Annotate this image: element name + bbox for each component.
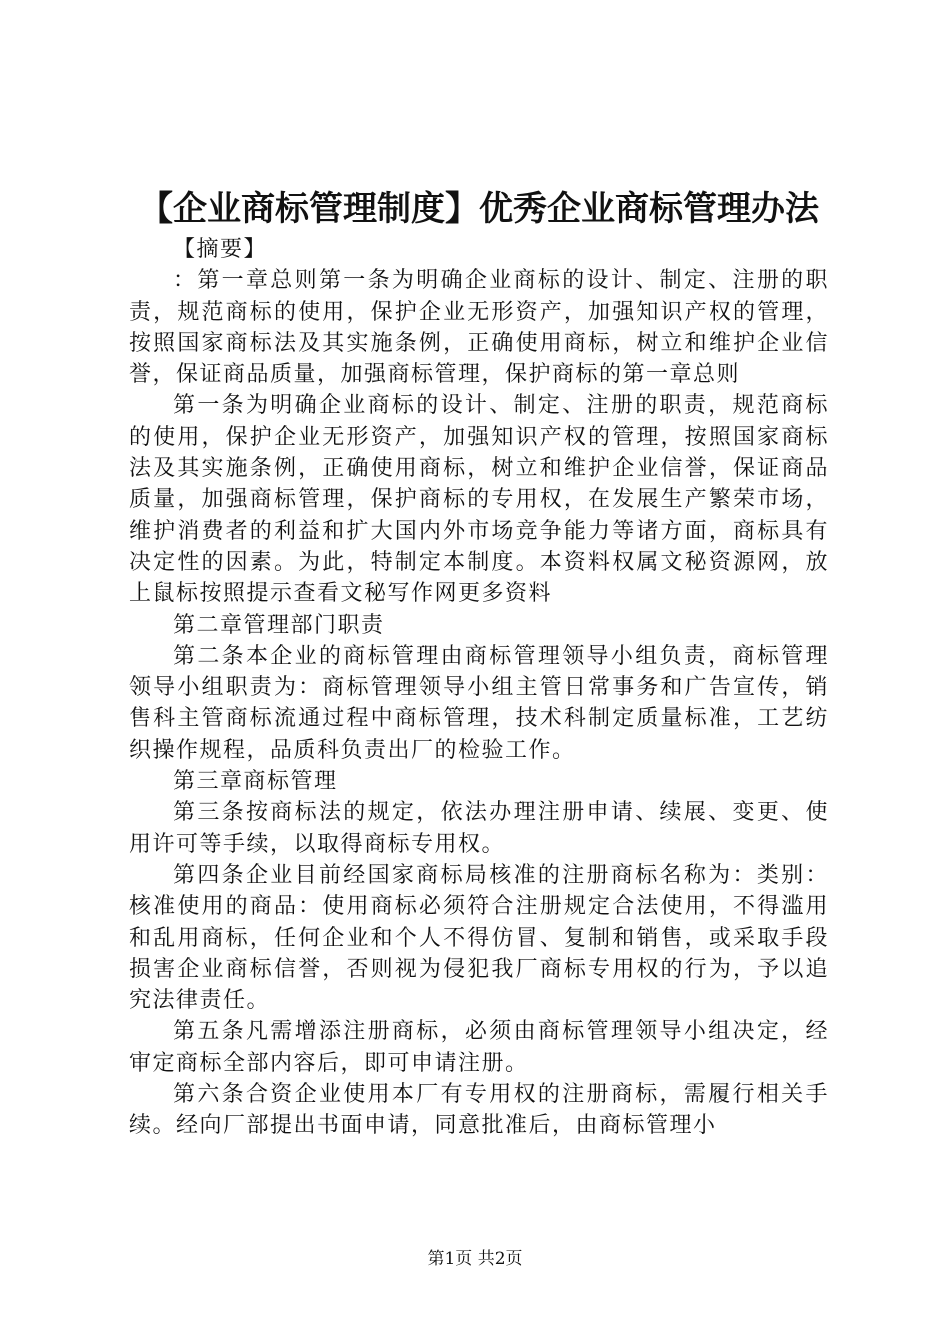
- chapter-3-heading: 第三章商标管理: [173, 769, 338, 795]
- article-2: 第二条本企业的商标管理由商标管理领导小组负责，商标管理领导小组职责为：商标管理领导小组主管日常事务和广告宣传，销售科主管商标流通过程中商标管理，技术科制定质量标准，工艺纺织操作规程，品质科负责出厂的检验工作。: [129, 643, 829, 763]
- page-number-footer: 第1页 共2页: [427, 1249, 523, 1269]
- article-4: 第四条企业目前经国家商标局核准的注册商标名称为：类别：核准使用的商品：使用商标必须符合注册规定合法使用，不得滥用和乱用商标，任何企业和个人不得仿冒、复制和销售，或采取手段损害企业商标信誉，否则视为侵犯我厂商标专用权的行为，予以追究法律责任。: [129, 862, 829, 1014]
- article-1: 第一条为明确企业商标的设计、制定、注册的职责，规范商标的使用，保护企业无形资产，加强知识产权的管理，按照国家商标法及其实施条例，正确使用商标，树立和维护企业信誉，保证商品质量，加强商标管理，保护商标的专用权，在发展生产繁荣市场，维护消费者的利益和扩大国内外市场竞争能力等诸方面，商标具有决定性的因素。为此，特制定本制度。本资料权属文秘资源网，放上鼠标按照提示查看文秘写作网更多资料: [129, 393, 829, 607]
- article-6: 第六条合资企业使用本厂有专用权的注册商标，需履行相关手续。经向厂部提出书面申请，同意批准后，由商标管理小: [129, 1082, 829, 1139]
- abstract-text: ：第一章总则第一条为明确企业商标的设计、制定、注册的职责，规范商标的使用，保护企业无形资产，加强知识产权的管理，按照国家商标法及其实施条例，正确使用商标，树立和维护企业信誉，保证商品质量，加强商标管理，保护商标的第一章总则: [129, 268, 829, 388]
- document-body: [129, 186, 829, 1142]
- abstract-heading: 【摘要】: [173, 237, 268, 262]
- article-5: 第五条凡需增添注册商标，必须由商标管理领导小组决定，经审定商标全部内容后，即可申请注册。: [129, 1019, 829, 1076]
- article-3: 第三条按商标法的规定，依法办理注册申请、续展、变更、使用许可等手续，以取得商标专用权。: [129, 800, 829, 857]
- document-title: 【企业商标管理制度】优秀企业商标管理办法: [139, 189, 819, 229]
- chapter-2-heading: 第二章管理部门职责: [173, 612, 385, 638]
